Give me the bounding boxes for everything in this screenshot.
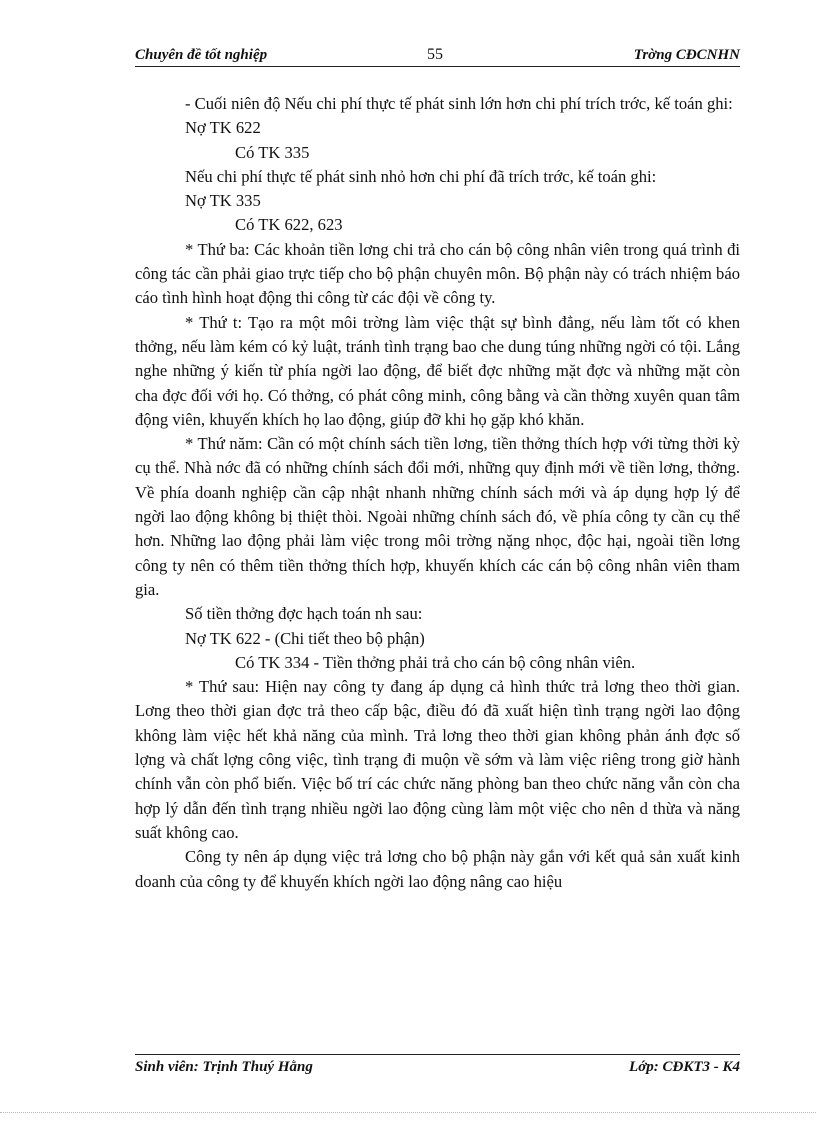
paragraph-bonus-accounting: Số tiền thởng đợc hạch toán nh sau: [185, 604, 423, 624]
footer-class-name: Lớp: CĐKT3 - K4 [629, 1059, 740, 1075]
footer-student-name: Sinh viên: Trịnh Thuý Hằng [135, 1059, 313, 1075]
page-number: 55 [427, 46, 443, 63]
paragraph-fifth-point: * Thứ năm: Cần có một chính sách tiền lơng, tiền thởng thích hợp với từng thời kỳ cụ thể. Nhà nớc đã có những chính sách đổi mới, những quy định mới về tiền lơng, thởng. Về phía doanh nghiệp cần cập nhật nhanh những chính sách mới và áp dụng hợp lý để ngời lao động không bị thiệt thòi. Ngoài những chính sách đó, về phía công ty cần cụ thể hơn. Những lao động phải làm việc trong môi trờng nặng nhọc, độc hại, ngoài tiền lơng công ty nên có thêm tiền thởng thích hợp, khuyến khích các cán bộ công nhân viên tham gia. [135, 434, 740, 599]
entry-credit-334: Có TK 334 - Tiền thởng phải trả cho cán bộ công nhân viên. [235, 652, 636, 672]
entry-credit-335: Có TK 335 [235, 142, 310, 162]
entry-credit-622-623: Có TK 622, 623 [235, 215, 343, 235]
page-footer [135, 1054, 740, 1077]
header-school-name: Trờng CĐCNHN [633, 47, 740, 63]
paragraph-recommendation: Công ty nên áp dụng việc trả lơng cho bộ phận này gắn với kết quả sản xuất kinh doanh của công ty để khuyến khích ngời lao động nâng cao hiệu [135, 847, 740, 891]
document-body [135, 92, 740, 894]
entry-debit-622: Nợ TK 622 [185, 118, 261, 138]
paragraph-accrual-smaller: Nếu chi phí thực tế phát sinh nhỏ hơn chi phí đã trích trớc, kế toán ghi: [185, 166, 657, 186]
paragraph-fourth-point: * Thứ t: Tạo ra một môi trờng làm việc thật sự bình đẳng, nếu làm tốt có khen thởng, nếu làm kém có kỷ luật, tránh tình trạng bao che dung túng những ngời có tội. Lắng nghe những ý kiến từ phía ngời lao động, để biết đợc những mặt đợc và những mặt còn cha đợc đối với họ. Có thởng, có phát công minh, công bằng và cần thờng xuyên quan tâm động viên, khuyến khích họ lao động, giúp đỡ khi họ gặp khó khăn. [135, 312, 740, 429]
entry-debit-335: Nợ TK 335 [185, 191, 261, 211]
page-edge-divider [0, 1112, 816, 1113]
paragraph-third-point: * Thứ ba: Các khoản tiền lơng chi trả cho cán bộ công nhân viên trong quá trình đi công tác cần phải giao trực tiếp cho bộ phận chuyên môn. Bộ phận này có trách nhiệm báo cáo tình hình hoạt động thi công từ các đội về công ty. [135, 239, 740, 308]
paragraph-sixth-point: * Thứ sau: Hiện nay công ty đang áp dụng cả hình thức trả lơng theo thời gian. Lơng theo thời gian đợc trả theo cấp bậc, điều đó đã xuất hiện tình trạng ngời lao động không làm việc hết khả năng của mình. Trả lơng theo thời gian không phản ánh đợc số lợng và chất lợng công việc, tình trạng đi muộn về sớm và làm việc riêng trong giờ hành chính vẫn còn phổ biến. Việc bố trí các chức năng phòng ban theo chức năng vẫn còn cha hợp lý dẫn đến tình trạng nhiều ngời lao động cùng làm một việc cho nên d thừa và năng suất không cao. [135, 677, 740, 842]
header-document-title: Chuyên đề tốt nghiệp [135, 47, 268, 63]
paragraph-accrual-year-end: - Cuối niên độ Nếu chi phí thực tế phát sinh lớn hơn chi phí trích trớc, kế toán ghi: [185, 94, 733, 113]
entry-debit-622-detail: Nợ TK 622 - (Chi tiết theo bộ phận) [185, 628, 425, 648]
page-header [135, 44, 740, 67]
